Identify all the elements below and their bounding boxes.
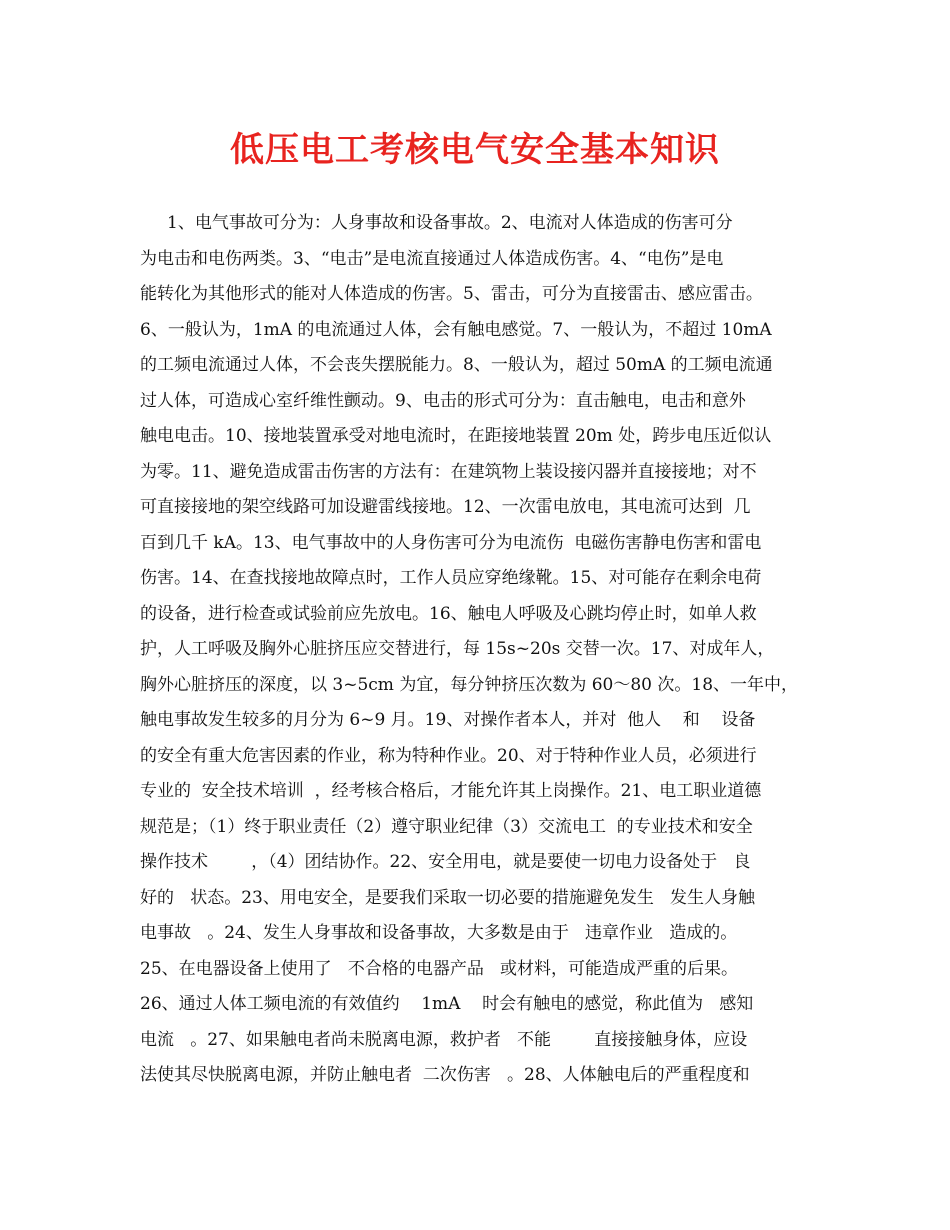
text-line: 为电击和电伤两类。3、“电击”是电流直接通过人体造成伤害。4、“电伤”是电 — [140, 248, 724, 269]
text-line: 百到几千 kA。13、电气事故中的人身伤害可分为电流伤 电磁伤害静电伤害和雷电 — [140, 532, 762, 553]
text-line: 好的 状态。23、用电安全，是要我们采取一切必要的措施避免发生 发生人身触 — [140, 887, 756, 908]
text-line: 规范是；（1）终于职业责任（2）遵守职业纪律（3）交流电工 的专业技术和安全 — [140, 816, 753, 837]
text-line: 电事故 。24、发生人身事故和设备事故，大多数是由于 违章作业 造成的。 — [140, 923, 738, 943]
text-line: 的设备，进行检查或试验前应先放电。16、触电人呼吸及心跳均停止时，如单人救 — [140, 603, 757, 624]
text-line: 过人体，可造成心室纤维性颤动。9、电击的形式可分为：直击触电，电击和意外 — [140, 390, 746, 411]
text-line: 触电事故发生较多的月分为 6~9 月。19、对操作者本人，并对 他人 和 设备 — [140, 710, 756, 730]
text-line: 电流 。27、如果触电者尚未脱离电源，救护者 不能 直接接触身体，应设 — [140, 1029, 748, 1050]
text-line: 护，人工呼吸及胸外心脏挤压应交替进行，每 15s~20s 交替一次。17、对成年人， — [140, 639, 775, 659]
text-line: 伤害。14、在查找接地故障点时，工作人员应穿绝缘靴。15、对可能存在剩余电荷 — [140, 568, 762, 588]
document-title: 低压电工考核电气安全基本知识 — [230, 130, 720, 170]
text-line: 的安全有重大危害因素的作业，称为特种作业。20、对于特种作业人员，必须进行 — [140, 745, 757, 766]
text-line: 触电电击。10、接地装置承受对地电流时，在距接地装置 20m 处，跨步电压近似认 — [140, 426, 772, 446]
text-line: 26、通过人体工频电流的有效值约 1mA 时会有触电的感觉，称此值为 感知 — [140, 994, 754, 1014]
text-line: 专业的 安全技术培训 ，经考核合格后，才能允许其上岗操作。21、电工职业道德 — [140, 781, 762, 801]
document-body — [140, 206, 830, 1094]
text-line: 的工频电流通过人体，不会丧失摆脱能力。8、一般认为，超过 50mA 的工频电流通 — [140, 355, 773, 375]
text-line: 法使其尽快脱离电源，并防止触电者 二次伤害 。28、人体触电后的严重程度和 — [140, 1065, 750, 1085]
text-line: 操作技术 ，（4）团结协作。22、安全用电，就是要使一切电力设备处于 良 — [140, 852, 751, 872]
text-line: 为零。11、避免造成雷击伤害的方法有：在建筑物上装设接闪器并直接接地；对不 — [140, 461, 757, 482]
text-line: 可直接接地的架空线路可加设避雷线接地。12、一次雷电放电，其电流可达到 几 — [140, 497, 751, 517]
text-line: 25、在电器设备上使用了 不合格的电器产品 或材料，可能造成严重的后果。 — [140, 958, 739, 979]
text-line: 胸外心脏挤压的深度，以 3~5cm 为宜，每分钟挤压次数为 60～80 次。18、一年中， — [140, 674, 799, 695]
text-line: 能转化为其他形式的能对人体造成的伤害。5、雷击，可分为直接雷击、感应雷击。 — [140, 284, 763, 304]
text-line: 1、电气事故可分为：人身事故和设备事故。2、电流对人体造成的伤害可分 — [140, 213, 733, 233]
text-line: 6、一般认为，1mA 的电流通过人体，会有触电感觉。7、一般认为，不超过 10mA — [140, 319, 772, 340]
